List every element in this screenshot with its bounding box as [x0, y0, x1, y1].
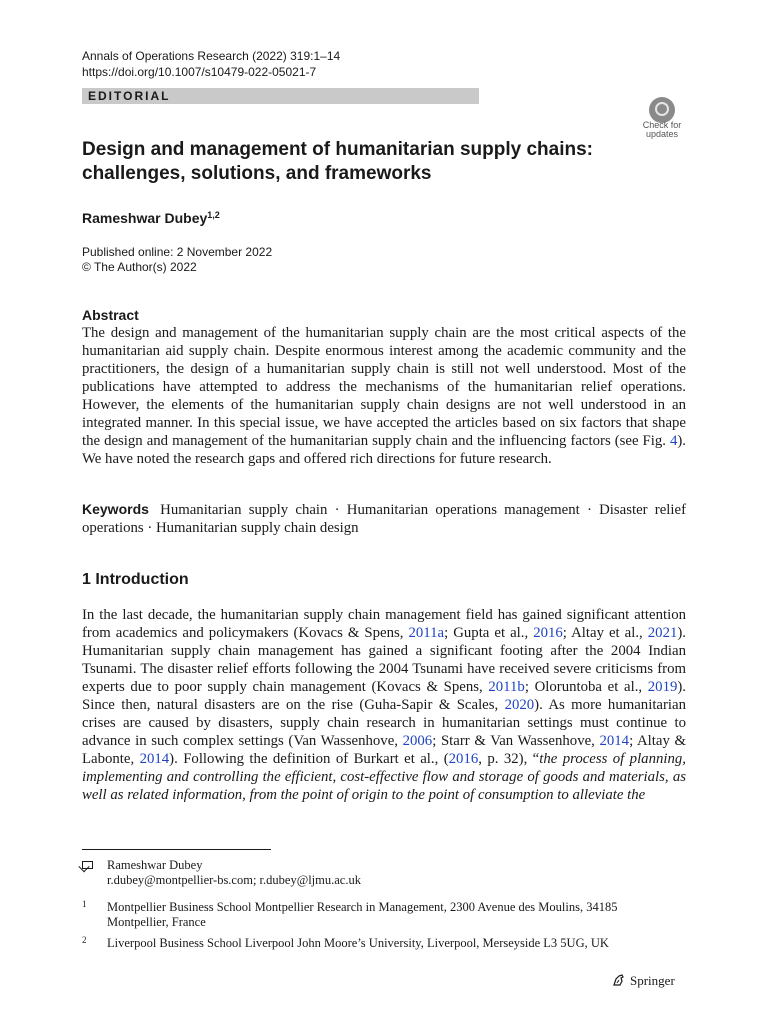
publisher-logo [612, 972, 675, 990]
footnote-1-text: Montpellier Business School Montpellier Research in Management, 2300 Avenue des Moulins, 34185 Montpellier, France [107, 900, 618, 929]
publisher-name: Springer [630, 973, 675, 988]
citation-link[interactable]: 2006 [402, 733, 433, 749]
citation-link[interactable]: 2016 [448, 751, 479, 767]
journal-reference: Annals of Operations Research (2022) 319:1–14 [82, 49, 341, 63]
doi-link[interactable]: https://doi.org/10.1007/s10479-022-05021-7 [82, 65, 317, 79]
footnote-1-mark: 1 [82, 899, 87, 909]
contact-email[interactable]: r.dubey@montpellier-bs.com; r.dubey@ljmu.ac.uk [107, 873, 361, 887]
footnote-2 [0, 936, 768, 952]
contact-name: Rameshwar Dubey [107, 858, 203, 872]
section-heading-introduction: 1 Introduction [82, 571, 189, 588]
check-for-updates-badge[interactable] [636, 97, 688, 143]
keywords-list: Humanitarian supply chain · Humanitarian operations management · Disaster relief operations · Humanitarian supply chain design [82, 502, 687, 536]
introduction-body: In the last decade, the humanitarian supply chain management field has gained significant attention from academics and policymakers (Kovacs & Spens, 2011a; Gupta et al., 2016; Altay et al., 2021). Humanitarian supply chain management has gained a significant footing after the 2004 Indian Tsunami. The disaster relief efforts following the 2004 Tsunami have received severe criticisms from experts due to poor supply chain management (Kovacs & Spens, 2011b; Oloruntoba et al., 2019). Since then, natural disasters are on the rise (Guha-Sapir & Scales, 2020). As more humanitarian crises are caused by disasters, supply chain research in humanitarian settings must continue to advance in such complex settings (Van Wassenhove, 2006; Starr & Van Wassenhove, 2014; Altay & Labonte, 2014). Following the definition of Burkart et al., (2016, p. 32), “the process of planning, implementing and controlling the efficient, cost-effective flow and storage of goods and materials, as well as related information, from the point of origin to the point of consumption to alleviate the [82, 607, 687, 803]
citation-link[interactable]: 2014 [139, 751, 170, 767]
definition-quote: the process of planning, implementing and controlling the efficient, cost-effective flow and storage of goods and materials, as well as related information, from the point of origin to the point of consumption to alleviate the [82, 751, 686, 803]
footnote-2-mark: 2 [82, 935, 87, 945]
figure-link[interactable]: 4 [669, 433, 678, 449]
corresponding-author-note [0, 858, 768, 890]
author-line [82, 206, 220, 227]
footnote-divider [82, 849, 271, 850]
section-type-label: EDITORIAL [88, 89, 171, 103]
article-title: Design and management of humanitarian supply chains: challenges, solutions, and frameworks [82, 139, 593, 184]
citation-link[interactable]: 2011a [408, 625, 445, 641]
author-affiliation-marks: 1,2 [207, 210, 220, 220]
citation-link[interactable]: 2011b [488, 679, 525, 695]
abstract-body: The design and management of the humanitarian supply chain are the most critical aspects of the humanitarian aid supply chain. Despite enormous interest among the academic community and the practitioners, the design of a humanitarian supply chain is still not well understood. Most of the publications have attempted to address the mechanisms of the humanitarian relief operations. However, the elements of the humanitarian supply chain designs are not well understood in an integrated manner. In this special issue, we have accepted the articles based on six factors that shape the design and management of the humanitarian supply chain and the influencing factors (see Fig. 4). We have noted the research gaps and offered rich directions for future research. [82, 325, 686, 467]
citation-link[interactable]: 2014 [599, 733, 630, 749]
citation-link[interactable]: 2019 [647, 679, 678, 695]
citation-link[interactable]: 2020 [504, 697, 535, 713]
footnote-1 [0, 900, 768, 932]
keywords-block [82, 500, 686, 537]
springer-horse-icon [612, 973, 626, 987]
keywords-label: Keywords [82, 501, 149, 517]
citation-link[interactable]: 2016 [533, 625, 563, 641]
copyright-notice: © The Author(s) 2022 [82, 260, 197, 274]
section-type-bar [82, 88, 479, 104]
abstract-heading: Abstract [82, 307, 139, 323]
footnote-2-text: Liverpool Business School Liverpool John Moore’s University, Liverpool, Merseyside L3 5UG, UK [107, 936, 609, 950]
publication-date: Published online: 2 November 2022 [82, 245, 273, 259]
citation-link[interactable]: 2021 [647, 625, 678, 641]
author-name[interactable]: Rameshwar Dubey [82, 210, 208, 226]
check-for-updates-label: Check for updates [642, 120, 682, 139]
